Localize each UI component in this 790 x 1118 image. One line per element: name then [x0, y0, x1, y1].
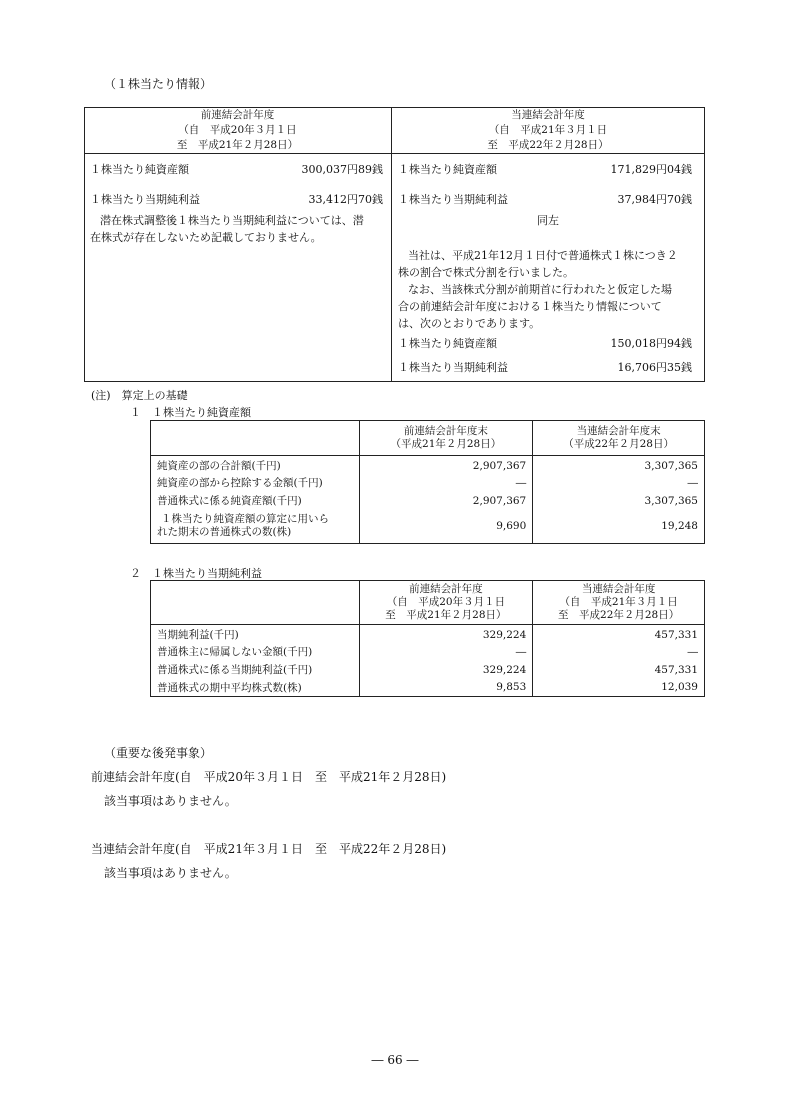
prev-note-line1: 潜在株式調整後１株当たり当期純利益については、潜: [100, 214, 364, 227]
row-value-curr: 3,307,365: [533, 456, 705, 474]
prev-eps-label: １株当たり当期純利益: [90, 193, 200, 206]
table2-col1-title: 前連結会計年度: [409, 583, 483, 595]
table-row: [151, 456, 705, 474]
table-row: [151, 510, 705, 544]
curr-adj-eps-value: 16,706円35銭: [617, 361, 692, 374]
row-value-curr: ―: [533, 474, 705, 492]
prev-nav-value: 300,037円89銭: [301, 163, 383, 176]
row-label: 純資産の部から控除する金額(千円): [151, 474, 360, 492]
table-row: [151, 625, 705, 643]
table1-col2-title: 当連結会計年度末: [576, 425, 661, 437]
row-value-prev: 9,853: [359, 679, 533, 697]
page-number: ― 66 ―: [371, 1053, 419, 1067]
row-label: 普通株主に帰属しない金額(千円): [151, 643, 360, 661]
row-value-prev: ―: [359, 474, 533, 492]
events-curr-period: 当連結会計年度(自 平成21年３月１日 至 平成22年２月28日): [91, 842, 447, 856]
table-row: [151, 643, 705, 661]
table2-title: ２ １株当たり当期純利益: [130, 567, 262, 580]
prev-note-line2: 在株式が存在しないため記載しておりません。: [90, 231, 322, 244]
section-title: （１株当たり情報）: [104, 77, 213, 91]
table2-col1-from: （自 平成20年３月１日: [386, 596, 506, 608]
prev-header-from: （自 平成20年３月１日: [178, 124, 297, 136]
curr-split-line2: 株の割合で株式分割を行いました。: [398, 266, 574, 279]
curr-header-to: 至 平成22年２月28日）: [487, 139, 609, 151]
table2-header-row: [151, 581, 705, 625]
table-row: [151, 474, 705, 492]
table2-col1-to: 至 平成21年２月28日）: [385, 609, 507, 621]
curr-same-as-left: 同左: [537, 214, 559, 227]
table-row: [151, 492, 705, 510]
curr-eps-label: １株当たり当期純利益: [398, 193, 508, 206]
curr-split-line5: は、次のとおりであります。: [398, 317, 541, 330]
table2-col2-header: [533, 581, 705, 625]
row-label: 純資産の部の合計額(千円): [151, 456, 360, 474]
row-label-line1: １株当たり純資産額の算定に用いら: [161, 513, 329, 526]
row-value-curr: ―: [533, 643, 705, 661]
table2-col2-to: 至 平成22年２月28日）: [558, 609, 680, 621]
table1-col1-header: [359, 421, 533, 456]
curr-split-line1: 当社は、平成21年12月１日付で普通株式１株につき２: [408, 249, 678, 262]
prev-header-to: 至 平成21年２月28日）: [176, 139, 299, 151]
curr-adj-nav-value: 150,018円94銭: [610, 337, 692, 350]
curr-split-line3: なお、当該株式分割が前期首に行われたと仮定した場: [408, 283, 672, 296]
events-title: （重要な後発事象）: [104, 746, 213, 760]
row-value-prev: 9,690: [359, 510, 533, 544]
row-label: 普通株式に係る純資産額(千円): [151, 492, 360, 510]
curr-adj-nav-label: １株当たり純資産額: [398, 337, 497, 350]
table-row: [151, 679, 705, 697]
table1-col2-header: [533, 421, 705, 456]
note-label: (注) 算定上の基礎: [91, 389, 188, 402]
table1-col1-title: 前連結会計年度末: [403, 425, 488, 437]
events-prev-text: 該当事項はありません。: [104, 794, 237, 808]
curr-nav-value: 171,829円04銭: [610, 163, 692, 176]
row-value-curr: 12,039: [533, 679, 705, 697]
table2-col2-from: （自 平成21年３月１日: [559, 596, 678, 608]
row-value-curr: 3,307,365: [533, 492, 705, 510]
table1-title: １ １株当たり純資産額: [130, 406, 251, 419]
events-curr-text: 該当事項はありません。: [104, 866, 237, 880]
row-label-line2: れた期末の普通株式の数(株): [157, 526, 292, 539]
prev-eps-value: 33,412円70銭: [308, 193, 383, 206]
table-row: [151, 661, 705, 679]
curr-eps-value: 37,984円70銭: [617, 193, 692, 206]
row-value-prev: 2,907,367: [359, 456, 533, 474]
table1-header-row: [151, 421, 705, 456]
row-value-prev: 329,224: [359, 661, 533, 679]
curr-adj-eps-label: １株当たり当期純利益: [398, 361, 508, 374]
table1-col2-date: （平成22年２月28日）: [563, 438, 674, 450]
table2-col2-title: 当連結会計年度: [581, 583, 656, 595]
row-value-curr: 457,331: [533, 661, 705, 679]
net-assets-basis-table: [150, 420, 705, 544]
table1-col1-date: （平成21年２月28日）: [390, 438, 502, 450]
curr-header-title: 当連結会計年度: [511, 109, 585, 121]
prev-header-title: 前連結会計年度: [200, 109, 275, 121]
net-income-basis-table: [150, 580, 705, 697]
prev-period-header: [84, 108, 391, 153]
row-value-prev: 329,224: [359, 625, 533, 643]
row-label: [151, 510, 360, 544]
row-value-prev: 2,907,367: [359, 492, 533, 510]
row-label: 当期純利益(千円): [151, 625, 360, 643]
row-value-curr: 19,248: [533, 510, 705, 544]
row-value-prev: ―: [359, 643, 533, 661]
curr-nav-label: １株当たり純資産額: [398, 163, 497, 176]
curr-split-line4: 合の前連結会計年度における１株当たり情報について: [398, 300, 662, 313]
curr-period-header: [391, 108, 705, 153]
row-value-curr: 457,331: [533, 625, 705, 643]
row-label: 普通株式に係る当期純利益(千円): [151, 661, 360, 679]
row-label: 普通株式の期中平均株式数(株): [151, 679, 360, 697]
events-prev-period: 前連結会計年度(自 平成20年３月１日 至 平成21年２月28日): [91, 770, 447, 784]
prev-nav-label: １株当たり純資産額: [90, 163, 189, 176]
table2-col1-header: [359, 581, 533, 625]
curr-header-from: （自 平成21年３月１日: [488, 124, 608, 136]
header-divider: [84, 153, 705, 154]
